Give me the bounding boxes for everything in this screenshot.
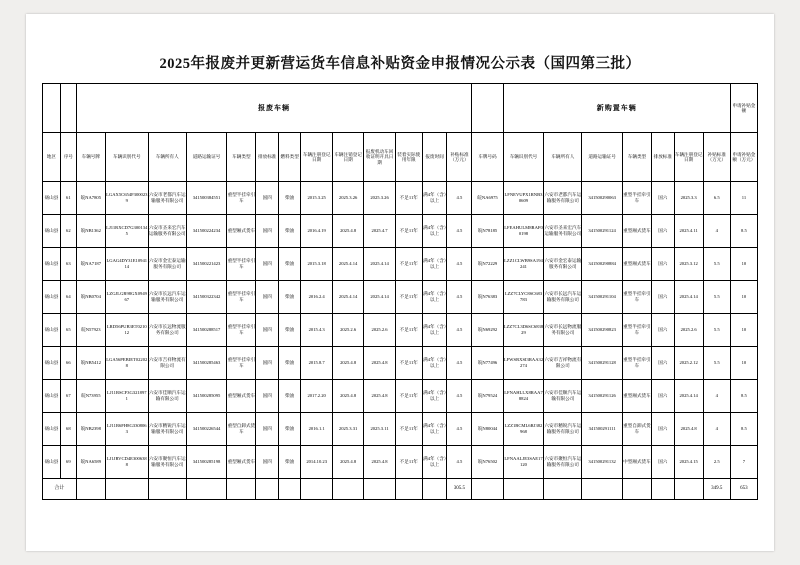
cell-region: 砀山县	[43, 380, 61, 413]
summary-subsidy-total: 305.5	[447, 479, 472, 500]
cell-fuel-type: 柴油	[278, 248, 300, 281]
col-register-date: 车辆注册登记日期	[301, 133, 332, 182]
cell-seq: 69	[60, 446, 76, 479]
cell-actual-years: 不足11年	[395, 347, 422, 380]
cell-subsidy-standard: 4.5	[447, 380, 472, 413]
cell-subsidy-standard: 4.5	[447, 413, 472, 446]
col-new-register-date: 车辆注册登记日期	[674, 133, 703, 182]
cell-new-vin: LZZ7CLYC8SC683783	[503, 281, 543, 314]
group-header-row	[43, 84, 758, 133]
cell-emission-standard: 国四	[256, 281, 278, 314]
cell-subsidy-standard: 4.5	[447, 248, 472, 281]
cell-new-plate: 皖N72229	[472, 248, 503, 281]
cell-new-owner: 六安市金宏泰运输服务有限公司	[544, 248, 582, 281]
cell-road-transport-cert: 341500384551	[186, 182, 226, 215]
cell-new-vin: LFNAHLLX8RAA78824	[503, 380, 543, 413]
cell-new-owner: 六安市长远汽车运输服务有限公司	[544, 281, 582, 314]
cell-emission-standard: 国四	[256, 215, 278, 248]
cell-actual-years: 不足11年	[395, 413, 422, 446]
cell-new-plate: 皖NA6975	[472, 182, 503, 215]
cell-deregister-date: 2025.4.8	[332, 380, 363, 413]
document-page	[26, 14, 774, 551]
table-row	[43, 446, 758, 479]
cell-scrap-time: 满4年（含）以上	[422, 281, 447, 314]
cell-road-transport-cert: 341500224234	[186, 215, 226, 248]
cell-road-transport-cert: 341500226544	[186, 413, 226, 446]
cell-scrap-time: 满4年（含）以上	[422, 215, 447, 248]
cell-new-subsidy-standard: 6.5	[703, 182, 730, 215]
cell-subsidy-standard: 4.5	[447, 446, 472, 479]
column-header-row	[43, 133, 758, 182]
summary-blank-7	[227, 479, 256, 500]
table-row	[43, 380, 758, 413]
group-header-scrapped: 报废车辆	[76, 84, 472, 133]
cell-new-vin: LFNEVUPX1RNB30609	[503, 182, 543, 215]
cell-scrap-time: 满4年（含）以上	[422, 380, 447, 413]
cell-deregister-date: 2025.4.14	[332, 248, 363, 281]
cell-new-road-cert: 341500290884	[582, 248, 622, 281]
cell-new-subsidy-standard: 4	[703, 215, 730, 248]
cell-new-register-date: 2025.4.15	[674, 446, 703, 479]
cell-scrap-time: 满4年（含）以上	[422, 248, 447, 281]
cell-new-subsidy-standard: 4	[703, 380, 730, 413]
summary-blank-4	[105, 479, 148, 500]
corner-blank-subsidy	[472, 84, 503, 133]
cell-new-plate: 皖N79524	[472, 380, 503, 413]
cell-region: 砀山县	[43, 314, 61, 347]
cell-new-plate: 皖N77496	[472, 347, 503, 380]
cell-new-emission: 国六	[652, 215, 674, 248]
cell-new-subsidy-standard: 5.5	[703, 347, 730, 380]
cell-owner: 六安市圣来宏汽车运输服务有限公司	[148, 215, 186, 248]
subsidy-table	[42, 83, 758, 500]
cell-new-owner: 六安市长远物流服务有限公司	[544, 314, 582, 347]
cell-new-owner: 六安市佳顺汽车运输有限公司	[544, 380, 582, 413]
table-row	[43, 248, 758, 281]
col-apply-amount: 申请补贴金额（万元）	[730, 133, 757, 182]
cell-new-plate: 皖N78185	[472, 215, 503, 248]
col-new-vin: 车辆识别代号	[503, 133, 543, 182]
table-row	[43, 347, 758, 380]
cell-new-register-date: 2025.4.11	[674, 215, 703, 248]
cell-new-vin: LFWSRXSI3RAA32274	[503, 347, 543, 380]
cell-scrap-proof-date: 2025.3.11	[364, 413, 395, 446]
cell-region: 砀山县	[43, 281, 61, 314]
cell-actual-years: 不足11年	[395, 446, 422, 479]
cell-emission-standard: 国四	[256, 380, 278, 413]
cell-vehicle-type: 重型厢式货车	[227, 380, 256, 413]
cell-register-date: 2014.10.23	[301, 446, 332, 479]
summary-blank-12	[364, 479, 395, 500]
cell-emission-standard: 国四	[256, 248, 278, 281]
col-vin: 车辆识别代号	[105, 133, 148, 182]
summary-blank-9	[278, 479, 300, 500]
cell-owner: 六安市吉祥物流有限公司	[148, 347, 186, 380]
cell-new-register-date: 2025.2.12	[674, 347, 703, 380]
cell-scrap-time: 满4年（含）以上	[422, 446, 447, 479]
cell-apply-amount: 10	[730, 314, 757, 347]
col-deregister-date: 车辆注销登记日期	[332, 133, 363, 182]
cell-actual-years: 不足11年	[395, 314, 422, 347]
cell-owner: 六安市老都汽车运输服务有限公司	[148, 182, 186, 215]
cell-vehicle-type: 重型厢式货车	[227, 446, 256, 479]
cell-scrap-proof-date: 2025.4.14	[364, 248, 395, 281]
cell-region: 砀山县	[43, 248, 61, 281]
cell-register-date: 2015.3.18	[301, 248, 332, 281]
col-region: 地区	[43, 133, 61, 182]
cell-new-vin: LZZ1CLWB9SA194241	[503, 248, 543, 281]
cell-owner: 六安市聚恒汽车运输服务有限公司	[148, 446, 186, 479]
cell-actual-years: 不足11年	[395, 215, 422, 248]
cell-deregister-date: 2025.3.26	[332, 182, 363, 215]
cell-scrap-proof-date: 2025.4.7	[364, 215, 395, 248]
col-vehicle-type: 车辆类型	[227, 133, 256, 182]
cell-new-emission: 国六	[652, 248, 674, 281]
cell-vehicle-type: 重型半挂牵引车	[227, 314, 256, 347]
col-road-transport-cert: 道路运输证号	[186, 133, 226, 182]
cell-vehicle-type: 重型半挂牵引车	[227, 281, 256, 314]
cell-scrap-proof-date: 2025.4.8	[364, 347, 395, 380]
summary-blank-22	[674, 479, 703, 500]
cell-scrap-time: 满4年（含）以上	[422, 347, 447, 380]
cell-vehicle-type: 重型半挂牵引车	[227, 347, 256, 380]
cell-vehicle-type: 重型半挂牵引车	[227, 182, 256, 215]
cell-new-road-cert: 341500291111	[582, 413, 622, 446]
cell-plate: 皖NB2398	[76, 413, 105, 446]
cell-deregister-date: 2025.4.14	[332, 281, 363, 314]
cell-new-road-cert: 341500291128	[582, 347, 622, 380]
cell-deregister-date: 2025.4.8	[332, 215, 363, 248]
table-row	[43, 314, 758, 347]
cell-subsidy-standard: 4.5	[447, 314, 472, 347]
cell-subsidy-standard: 4.5	[447, 215, 472, 248]
cell-seq: 68	[60, 413, 76, 446]
cell-new-vehicle-type: 重型半挂牵引车	[622, 347, 651, 380]
summary-blank-13	[395, 479, 422, 500]
col-new-emission: 排放标准	[652, 133, 674, 182]
cell-fuel-type: 柴油	[278, 413, 300, 446]
cell-new-vin: LZZ7CL3D6SC683829	[503, 314, 543, 347]
cell-register-date: 2016.4.19	[301, 215, 332, 248]
cell-seq: 63	[60, 248, 76, 281]
cell-apply-amount: 8.5	[730, 215, 757, 248]
summary-new-subsidy-total: 349.5	[703, 479, 730, 500]
cell-road-transport-cert: 341500221423	[186, 248, 226, 281]
cell-register-date: 2016.1.1	[301, 413, 332, 446]
cell-new-vehicle-type: 重型半挂牵引车	[622, 281, 651, 314]
summary-blank-21	[652, 479, 674, 500]
cell-region: 砀山县	[43, 347, 61, 380]
summary-blank-11	[332, 479, 363, 500]
cell-new-subsidy-standard: 2.5	[703, 446, 730, 479]
cell-new-emission: 国六	[652, 314, 674, 347]
cell-new-emission: 国六	[652, 413, 674, 446]
cell-apply-amount: 10	[730, 347, 757, 380]
cell-owner: 六安市金宏泰运输服务有限公司	[148, 248, 186, 281]
summary-blank-8	[256, 479, 278, 500]
cell-new-vin: LFNAALJE3SAE17120	[503, 446, 543, 479]
cell-new-register-date: 2025.4.14	[674, 380, 703, 413]
cell-emission-standard: 国四	[256, 446, 278, 479]
cell-new-road-cert: 341500291126	[582, 380, 622, 413]
cell-vin: LRD56PUB3ET021012	[105, 314, 148, 347]
cell-new-vin: LFEAHULM8RAF00198	[503, 215, 543, 248]
cell-vehicle-type: 重型半挂牵引车	[227, 248, 256, 281]
cell-new-plate: 皖N80044	[472, 413, 503, 446]
cell-scrap-proof-date: 2025.2.6	[364, 314, 395, 347]
col-new-subsidy-standard: 补贴标准（万元）	[703, 133, 730, 182]
cell-plate: 皖NA7805	[76, 182, 105, 215]
cell-apply-amount: 11	[730, 182, 757, 215]
cell-register-date: 2015.3.25	[301, 182, 332, 215]
table-row	[43, 182, 758, 215]
cell-deregister-date: 2025.3.31	[332, 413, 363, 446]
cell-new-plate: 皖N69292	[472, 314, 503, 347]
corner-blank-seq	[60, 84, 76, 133]
cell-fuel-type: 柴油	[278, 314, 300, 347]
table-row	[43, 215, 758, 248]
cell-vin: LJ11RSCF3G3218971	[105, 380, 148, 413]
cell-new-subsidy-standard: 4	[703, 413, 730, 446]
cell-emission-standard: 国四	[256, 347, 278, 380]
cell-emission-standard: 国四	[256, 413, 278, 446]
cell-new-vin: LZZ1BCML6RJ382968	[503, 413, 543, 446]
table-row	[43, 413, 758, 446]
summary-apply-amount-total: 653	[730, 479, 757, 500]
cell-actual-years: 不足11年	[395, 281, 422, 314]
cell-new-subsidy-standard: 5.5	[703, 314, 730, 347]
col-scrap-time: 报废时间	[422, 133, 447, 182]
page-title: 2025年报废并更新营运货车信息补贴资金申报情况公示表（国四第三批）	[159, 56, 641, 72]
cell-vin: LGAX5C654F3000239	[105, 182, 148, 215]
cell-new-plate: 皖N76383	[472, 281, 503, 314]
cell-region: 砀山县	[43, 182, 61, 215]
cell-seq: 62	[60, 215, 76, 248]
cell-road-transport-cert: 341500285463	[186, 347, 226, 380]
cell-new-emission: 国六	[652, 281, 674, 314]
summary-blank-18	[544, 479, 582, 500]
cell-subsidy-standard: 4.5	[447, 281, 472, 314]
cell-seq: 64	[60, 281, 76, 314]
col-emission-standard: 排放标准	[256, 133, 278, 182]
cell-scrap-proof-date: 2025.3.26	[364, 182, 395, 215]
cell-seq: 66	[60, 347, 76, 380]
col-actual-years: 装着实际使用年限	[395, 133, 422, 182]
cell-emission-standard: 国四	[256, 314, 278, 347]
cell-new-vehicle-type: 中型厢式货车	[622, 446, 651, 479]
cell-road-transport-cert: 341500285095	[186, 380, 226, 413]
summary-blank-5	[148, 479, 186, 500]
cell-vin: LGA56PEBIET022028	[105, 347, 148, 380]
cell-new-road-cert: 341500291132	[582, 446, 622, 479]
cell-plate: 皖N57923	[76, 314, 105, 347]
cell-deregister-date: 2025.4.8	[332, 347, 363, 380]
cell-new-owner: 六安市圣来宏汽车运输服务有限公司	[544, 215, 582, 248]
cell-plate: 皖NB1362	[76, 215, 105, 248]
table-body	[43, 182, 758, 479]
summary-blank-17	[503, 479, 543, 500]
cell-fuel-type: 柴油	[278, 182, 300, 215]
col-scrap-proof-date: 报废机动车回收证明开具日期	[364, 133, 395, 182]
cell-actual-years: 不足11年	[395, 182, 422, 215]
cell-fuel-type: 柴油	[278, 380, 300, 413]
summary-blank-3	[76, 479, 105, 500]
cell-region: 砀山县	[43, 215, 61, 248]
cell-new-vehicle-type: 重型厢式货车	[622, 380, 651, 413]
table-container	[42, 83, 758, 500]
group-header-purchased: 新购置车辆	[503, 84, 730, 133]
summary-blank-16	[472, 479, 503, 500]
cell-plate: 皖NA7187	[76, 248, 105, 281]
cell-new-subsidy-standard: 5.5	[703, 281, 730, 314]
cell-fuel-type: 柴油	[278, 446, 300, 479]
cell-vehicle-type: 重型厢式货车	[227, 215, 256, 248]
summary-blank-6	[186, 479, 226, 500]
col-new-vehicle-type: 车辆类型	[622, 133, 651, 182]
summary-label: 合计	[43, 479, 77, 500]
summary-blank-20	[622, 479, 651, 500]
col-seq: 序号	[60, 133, 76, 182]
summary-blank-14	[422, 479, 447, 500]
col-new-owner: 车辆所有人	[544, 133, 582, 182]
cell-new-register-date: 2025.2.6	[674, 314, 703, 347]
col-new-road-cert: 道路运输证号	[582, 133, 622, 182]
col-plate: 车辆号牌	[76, 133, 105, 182]
cell-plate: 皖NB0704	[76, 281, 105, 314]
cell-new-vehicle-type: 重型厢式货车	[622, 215, 651, 248]
cell-register-date: 2015.8.7	[301, 347, 332, 380]
summary-blank-10	[301, 479, 332, 500]
cell-vin: LJ11RXCD7G3001345	[105, 215, 148, 248]
cell-new-vehicle-type: 重型厢式货车	[622, 248, 651, 281]
cell-scrap-proof-date: 2025.4.8	[364, 446, 395, 479]
cell-register-date: 2016.2.4	[301, 281, 332, 314]
cell-region: 砀山县	[43, 413, 61, 446]
cell-new-register-date: 2025.4.8	[674, 413, 703, 446]
cell-vin: LJ1JRVCD4E3006388	[105, 446, 148, 479]
cell-new-owner: 六安市老都汽车运输服务有限公司	[544, 182, 582, 215]
group-header-amount: 申请补贴金额	[730, 84, 757, 133]
cell-scrap-time: 满4年（含）以上	[422, 182, 447, 215]
cell-new-vehicle-type: 重型半挂牵引车	[622, 314, 651, 347]
cell-apply-amount: 10	[730, 281, 757, 314]
cell-scrap-time: 满4年（含）以上	[422, 413, 447, 446]
cell-scrap-proof-date: 2025.4.8	[364, 380, 395, 413]
cell-new-road-cert: 341500290063	[582, 182, 622, 215]
cell-new-road-cert: 341500291124	[582, 215, 622, 248]
cell-new-owner: 六安市聚恒汽车运输服务有限公司	[544, 446, 582, 479]
cell-vin: LJ11R6FH8G3308063	[105, 413, 148, 446]
corner-blank-left	[43, 84, 61, 133]
cell-new-emission: 国六	[652, 347, 674, 380]
cell-new-road-cert: 341500291104	[582, 281, 622, 314]
cell-subsidy-standard: 4.5	[447, 182, 472, 215]
cell-apply-amount: 8.5	[730, 380, 757, 413]
col-fuel-type: 燃料类型	[278, 133, 300, 182]
cell-new-register-date: 2025.4.14	[674, 281, 703, 314]
cell-apply-amount: 7	[730, 446, 757, 479]
cell-plate: 皖NB5412	[76, 347, 105, 380]
col-new-plate: 车牌号码	[472, 133, 503, 182]
cell-apply-amount: 8.5	[730, 413, 757, 446]
cell-road-transport-cert: 341500322342	[186, 281, 226, 314]
col-owner: 车辆所有人	[148, 133, 186, 182]
cell-scrap-proof-date: 2025.4.14	[364, 281, 395, 314]
summary-blank-19	[582, 479, 622, 500]
cell-deregister-date: 2025.2.6	[332, 314, 363, 347]
cell-owner: 六安市长远汽车运输服务有限公司	[148, 281, 186, 314]
cell-new-emission: 国六	[652, 380, 674, 413]
cell-seq: 67	[60, 380, 76, 413]
cell-seq: 65	[60, 314, 76, 347]
cell-new-plate: 皖N76502	[472, 446, 503, 479]
cell-seq: 61	[60, 182, 76, 215]
cell-scrap-time: 满4年（含）以上	[422, 314, 447, 347]
cell-fuel-type: 柴油	[278, 215, 300, 248]
cell-fuel-type: 柴油	[278, 347, 300, 380]
cell-new-emission: 国六	[652, 182, 674, 215]
cell-deregister-date: 2025.4.8	[332, 446, 363, 479]
cell-new-emission: 国六	[652, 446, 674, 479]
cell-new-vehicle-type: 重型自卸式货车	[622, 413, 651, 446]
cell-owner: 六安市精锐汽车运输服务有限公司	[148, 413, 186, 446]
cell-vin: LGAG4DY31E1094114	[105, 248, 148, 281]
col-subsidy-standard: 补贴标准（万元）	[447, 133, 472, 182]
cell-apply-amount: 10	[730, 248, 757, 281]
cell-register-date: 2017.2.20	[301, 380, 332, 413]
cell-owner: 六安市长远物流服务有限公司	[148, 314, 186, 347]
summary-row	[43, 479, 758, 500]
cell-actual-years: 不足11年	[395, 380, 422, 413]
cell-region: 砀山县	[43, 446, 61, 479]
cell-new-owner: 六安市吉祥物流有限公司	[544, 347, 582, 380]
cell-fuel-type: 柴油	[278, 281, 300, 314]
cell-new-register-date: 2025.3.3	[674, 182, 703, 215]
cell-emission-standard: 国四	[256, 182, 278, 215]
cell-vin: LZGJLGR98GX094967	[105, 281, 148, 314]
cell-plate: 皖NA6589	[76, 446, 105, 479]
cell-new-vehicle-type: 重型半挂牵引车	[622, 182, 651, 215]
cell-new-road-cert: 341500290823	[582, 314, 622, 347]
table-row	[43, 281, 758, 314]
cell-register-date: 2015.4.3	[301, 314, 332, 347]
cell-subsidy-standard: 4.5	[447, 347, 472, 380]
cell-plate: 皖N73955	[76, 380, 105, 413]
cell-road-transport-cert: 341500288517	[186, 314, 226, 347]
cell-owner: 六安市佳顺汽车运输有限公司	[148, 380, 186, 413]
cell-actual-years: 不足11年	[395, 248, 422, 281]
cell-road-transport-cert: 341500285198	[186, 446, 226, 479]
cell-vehicle-type: 重型自卸式货车	[227, 413, 256, 446]
cell-new-owner: 六安市精锐汽车运输服务有限公司	[544, 413, 582, 446]
cell-new-register-date: 2025.3.12	[674, 248, 703, 281]
cell-new-subsidy-standard: 5.5	[703, 248, 730, 281]
